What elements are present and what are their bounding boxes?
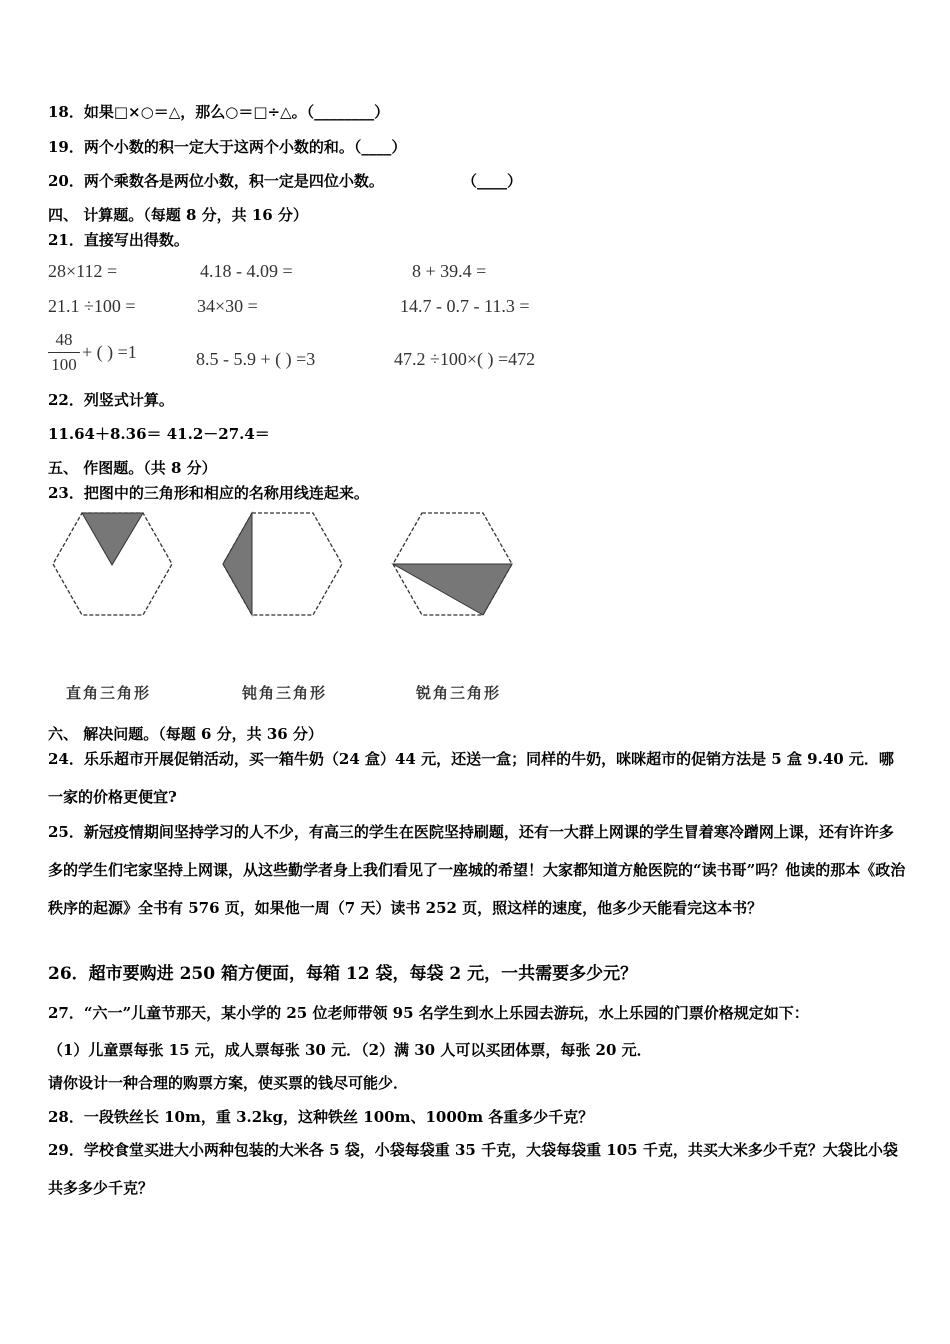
label-acute-triangle: 锐角三角形: [416, 684, 502, 702]
shaded-triangle-3: [393, 564, 512, 615]
section-6-heading: 六、 解决问题。（每题 6 分，共 36 分）: [48, 725, 323, 743]
hexagon-figure-1: [50, 510, 175, 618]
calc-r2-c: 14.7 - 0.7 - 11.3 =: [400, 296, 530, 316]
question-29: 29．学校食堂买进大小两种包装的大米各 5 袋，小袋每袋重 35 千克，大袋每袋重 105 千克，共买大米多少千克？大袋比小袋共多多少千克？: [48, 1141, 898, 1197]
calc-r3-c: 47.2 ÷100×( ) =472: [394, 349, 536, 369]
question-26: 26．超市要购进 250 箱方便面，每箱 12 袋，每袋 2 元，一共需要多少元？: [48, 964, 638, 984]
question-22: 22．列竖式计算。: [48, 391, 174, 409]
fraction-bar: [48, 352, 80, 353]
section-5-heading: 五、 作图题。（共 8 分）: [48, 459, 217, 477]
hexagon-figure-3: [390, 510, 515, 618]
fraction-48-100: [48, 330, 80, 375]
calc-r2-b: 34×30 =: [197, 296, 258, 316]
calc-r2-a: 21.1 ÷100 =: [48, 296, 136, 316]
shaded-triangle-2: [223, 513, 252, 615]
question-27-rules: （1）儿童票每张 15 元，成人票每张 30 元．（2）满 30 人可以买团体票，每张 20 元．: [48, 1041, 652, 1059]
calc-r1-b: 4.18 - 4.09 =: [200, 261, 293, 281]
fraction-denominator: 100: [51, 355, 77, 374]
question-20-blank: （____）: [462, 172, 523, 190]
question-28: 28．一段铁丝长 10m，重 3.2kg，这种铁丝 100m、1000m 各重多少千克？: [48, 1108, 594, 1126]
question-27: 27．“六一”儿童节那天，某小学的 25 位老师带领 95 名学生到水上乐园去游玩，水上乐园的门票价格规定如下：: [48, 1004, 809, 1022]
calc-r3-a: + ( ) =1: [82, 342, 137, 362]
question-27-ask: 请你设计一种合理的购票方案，使买票的钱尽可能少．: [48, 1074, 409, 1092]
question-22-items: 11.64＋8.36＝ 41.2－27.4＝: [48, 425, 270, 443]
section-4-heading: 四、 计算题。（每题 8 分，共 16 分）: [48, 206, 308, 224]
calc-r3-b: 8.5 - 5.9 + ( ) =3: [196, 349, 316, 369]
question-19: 19．两个小数的积一定大于这两个小数的和。（____）: [48, 138, 407, 156]
question-18: 18．如果□×○＝△，那么○＝□÷△。（________）: [48, 103, 390, 121]
question-20: 20．两个乘数各是两位小数，积一定是四位小数。: [48, 172, 384, 190]
label-obtuse-triangle: 钝角三角形: [242, 684, 328, 702]
question-24: 24．乐乐超市开展促销活动，买一箱牛奶（24 盒）44 元，还送一盒；同样的牛奶，咪咪超市的促销方法是 5 盒 9.40 元．哪一家的价格更便宜?: [48, 750, 894, 806]
question-25: 25．新冠疫情期间坚持学习的人不少，有高三的学生在医院坚持刷题，还有一大群上网课的学生冒着寒冷蹭网上课，还有许许多多的学生们宅家坚持上网课，从这些勤学者身上我们看见了一座城的希望！大家都知道方舱医院的“读书哥”吗？他读的那本《政治秩序的起源》全书有 576 页，如果他一周（7 天）读书 252 页，照这样的速度，他多少天能看完这本书？: [48, 823, 906, 917]
question-21: 21．直接写出得数。: [48, 231, 189, 249]
hexagon-figure-2: [220, 510, 345, 618]
calc-r1-c: 8 + 39.4 =: [412, 261, 487, 281]
label-right-triangle: 直角三角形: [66, 684, 152, 702]
shaded-triangle-1: [82, 513, 143, 565]
fraction-numerator: 48: [55, 330, 73, 349]
question-23: 23．把图中的三角形和相应的名称用线连起来。: [48, 484, 369, 502]
calc-r1-a: 28×112 =: [48, 261, 118, 281]
